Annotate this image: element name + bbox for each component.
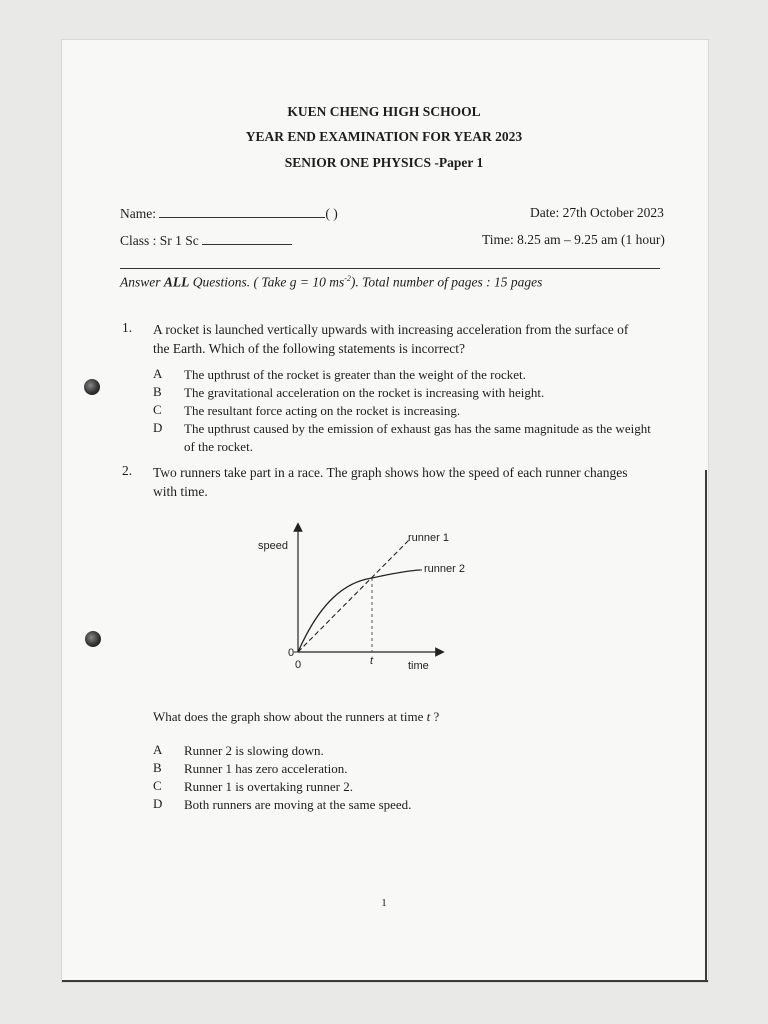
binder-hole-top [84,379,100,395]
instructions-mid: Questions. ( Take g = 10 ms [189,274,345,290]
x-origin-label: 0 [295,659,302,671]
class-blank[interactable] [202,233,292,245]
instructions-suffix: ). Total number of pages : 15 pages [350,274,543,290]
q1-text: A rocket is launched vertically upwards with increasing acceleration from the surface of the Earth. Which of the following statements is incorrect? [153,322,629,356]
q2-option-b-letter: B [153,760,162,775]
instructions-prefix: Answer [120,274,164,290]
instructions-all: ALL [163,274,190,290]
q2-option-a-text: Runner 2 is slowing down. [184,743,324,758]
runner-2-label: runner 2 [424,563,465,575]
q2-option-b-text: Runner 1 has zero acceleration. [184,761,348,776]
class-label: Class : Sr 1 Sc [120,233,199,248]
binder-hole-bottom [85,631,101,647]
exam-page [62,40,708,982]
q2-question-prefix: What does the graph show about the runners at time [153,709,427,724]
school-name: KUEN CHENG HIGH SCHOOL [287,104,481,119]
exam-title: YEAR END EXAMINATION FOR YEAR 2023 [245,129,523,144]
name-line [120,206,338,222]
x-axis-label: time [408,660,429,672]
name-blank[interactable] [159,206,325,218]
name-index-paren: ( ) [325,206,338,221]
q1-option-b-letter: B [153,384,162,399]
q2-number: 2. [122,463,133,478]
exam-time: Time: 8.25 am – 9.25 am (1 hour) [482,232,665,247]
runner-1-label: runner 1 [408,532,449,544]
q2-option-d-letter: D [153,796,163,811]
paper-title: SENIOR ONE PHYSICS -Paper 1 [284,155,484,170]
header-rule [120,268,660,269]
q1-option-d-text: The upthrust caused by the emission of exhaust gas has the same magnitude as the weight of the rocket. [184,421,651,454]
runner-2-curve [298,570,420,652]
q1-number: 1. [122,320,133,335]
q2-question [153,709,439,725]
q2-option-c-letter: C [153,778,162,793]
q1-option-d-letter: D [153,420,163,435]
q1-option-b-text: The gravitational acceleration on the rocket is increasing with height. [184,385,545,400]
time-t-label: t [370,655,374,667]
q2-question-var: t [426,709,431,724]
speed-time-graph [250,522,470,672]
q2-option-a-letter: A [153,742,163,757]
page-bottom-edge [62,980,708,982]
instructions-sup: -2 [344,274,351,283]
q2-option-d-text: Both runners are moving at the same speed. [184,797,412,812]
name-label: Name: [120,206,156,221]
q1-option-a-letter: A [153,366,163,381]
q2-option-c-text: Runner 1 is overtaking runner 2. [184,779,353,794]
exam-date: Date: 27th October 2023 [530,205,664,220]
q2-text: Two runners take part in a race. The graph shows how the speed of each runner changes with time. [153,465,628,499]
q1-option-c-letter: C [153,402,162,417]
y-origin-label: 0 [288,647,295,659]
y-axis-label: speed [258,540,288,552]
instructions [120,274,542,291]
page-number: 1 [381,897,387,909]
q1-option-a-text: The upthrust of the rocket is greater than the weight of the rocket. [184,367,526,382]
q2-question-suffix: ? [430,709,440,724]
q1-option-c-text: The resultant force acting on the rocket is increasing. [184,403,461,418]
runner-1-line [298,539,410,652]
class-line [120,233,292,249]
